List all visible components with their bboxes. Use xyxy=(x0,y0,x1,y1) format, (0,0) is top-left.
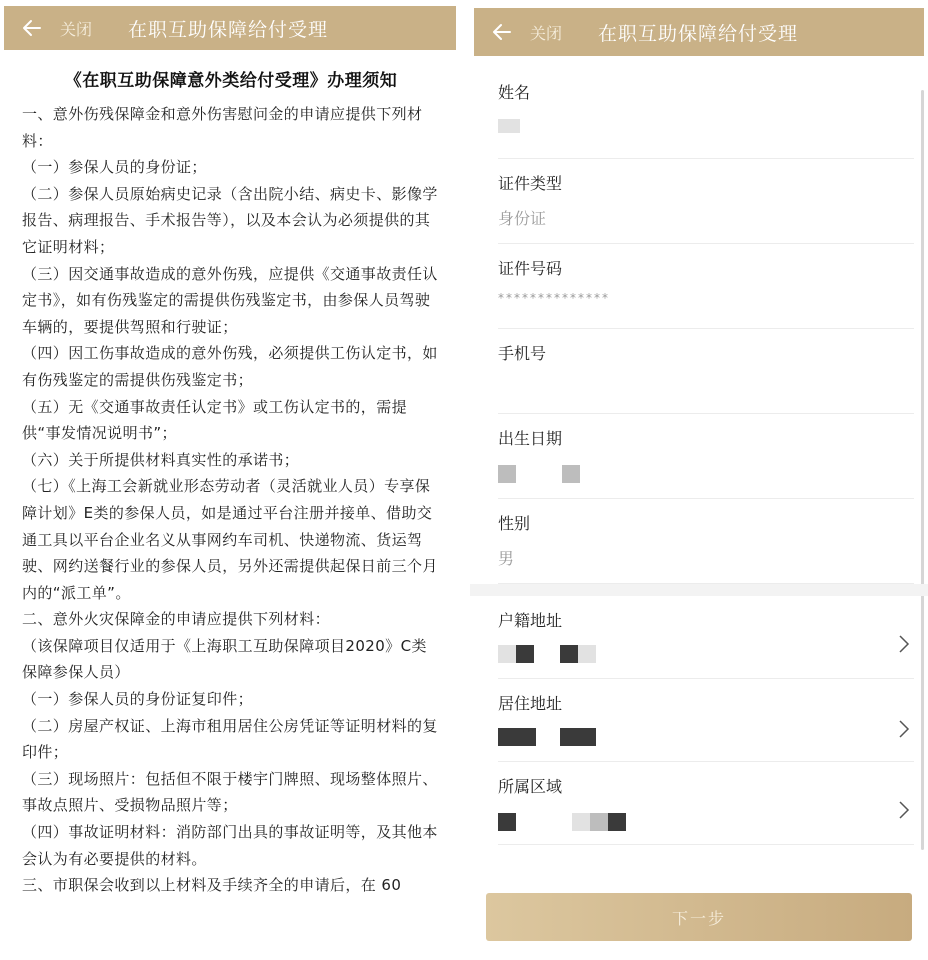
id-type-value: 身份证 xyxy=(498,209,547,228)
chevron-right-icon xyxy=(898,800,910,820)
id-number-value: ************** xyxy=(498,291,610,305)
phone-field[interactable] xyxy=(498,329,914,414)
doc-paragraph: （一）参保人员的身份证复印件； xyxy=(22,690,254,709)
household-address-label: 户籍地址 xyxy=(498,611,563,630)
doc-paragraph: 一、意外伤残保障金和意外伤害慰问金的申请应提供下列材料： xyxy=(22,105,423,150)
notice-document xyxy=(22,66,440,899)
id-number-field[interactable] xyxy=(498,244,914,329)
id-number-label: 证件号码 xyxy=(498,259,563,278)
affiliation-label: 所属区域 xyxy=(498,777,563,796)
gender-field[interactable] xyxy=(498,499,914,584)
id-type-label: 证件类型 xyxy=(498,174,563,193)
doc-paragraph: （二）房屋产权证、上海市租用居住公房凭证等证明材料的复印件； xyxy=(22,716,438,762)
chevron-right-icon xyxy=(898,719,910,739)
page-title: 在职互助保障给付受理 xyxy=(128,18,329,41)
affiliation-field[interactable] xyxy=(498,762,914,845)
name-label: 姓名 xyxy=(498,83,531,102)
household-address-field[interactable] xyxy=(498,596,914,679)
household-address-redacted xyxy=(498,643,914,663)
close-link[interactable]: 关闭 xyxy=(530,23,563,43)
arrow-left-icon[interactable] xyxy=(22,16,54,40)
doc-paragraph: （一）参保人员的身份证； xyxy=(22,158,207,177)
top-bar xyxy=(474,8,924,56)
affiliation-redacted xyxy=(498,811,914,831)
name-field[interactable] xyxy=(498,70,914,159)
doc-paragraph: （四）因工伤事故造成的意外伤残，必须提供工伤认定书，如有伤残鉴定的需提供伤残鉴定书； xyxy=(22,344,438,389)
name-value-redacted xyxy=(498,115,914,134)
gender-value: 男 xyxy=(498,549,515,568)
phone-label: 手机号 xyxy=(498,344,547,363)
top-bar xyxy=(4,6,456,50)
residence-address-redacted xyxy=(498,726,914,746)
birth-value-redacted xyxy=(498,463,914,483)
doc-paragraph: （五）无《交通事故责任认定书》或工伤认定书的，需提供“事发情况说明书”； xyxy=(22,397,408,443)
gender-label: 性别 xyxy=(498,514,531,533)
notice-panel xyxy=(0,0,462,960)
doc-paragraph: （四）事故证明材料：消防部门出具的事故证明等，及其他本会认为有必要提供的材料。 xyxy=(22,823,438,868)
doc-paragraph: （七）《上海工会新就业形态劳动者（灵活就业人员）专享保障计划》E类的参保人员，如是通过平台注册并接单、借助交通工具以平台企业名义从事网约车司机、快递物流、货运驾驶、网约送餐行业的参保人员，另外还需提供起保日前三个月内的“派工单”。 xyxy=(22,477,438,602)
doc-paragraph: （六）关于所提供材料真实性的承诺书； xyxy=(22,450,300,469)
doc-paragraph: （二）参保人员原始病史记录（含出院小结、病史卡、影像学报告、病理报告、手术报告等），以及本会认为必须提供的其它证明材料； xyxy=(22,184,438,256)
page-title: 在职互助保障给付受理 xyxy=(598,22,799,45)
close-link[interactable]: 关闭 xyxy=(60,19,93,39)
doc-paragraph: 二、意外火灾保障金的申请应提供下列材料： xyxy=(22,610,331,629)
form-panel xyxy=(470,0,928,960)
document-title: 《在职互助保障意外类给付受理》办理须知 xyxy=(64,71,398,91)
doc-paragraph: （三）现场照片：包括但不限于楼宇门牌照、现场整体照片、事故点照片、受损物品照片等； xyxy=(22,769,438,815)
residence-address-field[interactable] xyxy=(498,679,914,762)
doc-paragraph: （该保障项目仅适用于《上海职工互助保障项目2020》C类保障参保人员） xyxy=(22,636,427,682)
birth-field[interactable] xyxy=(498,414,914,499)
residence-address-label: 居住地址 xyxy=(498,694,563,713)
id-type-field[interactable] xyxy=(498,159,914,244)
divider xyxy=(462,0,470,960)
birth-label: 出生日期 xyxy=(498,429,563,448)
doc-paragraph: （三）因交通事故造成的意外伤残，应提供《交通事故责任认定书》，如有伤残鉴定的需提供伤残鉴定书，由参保人员驾驶车辆的，要提供驾照和行驶证； xyxy=(22,264,438,336)
next-step-button[interactable]: 下一步 xyxy=(486,893,912,941)
claim-form xyxy=(470,70,928,845)
doc-paragraph: 三、市职保会收到以上材料及手续齐全的申请后，在 60 xyxy=(22,876,402,895)
arrow-left-icon[interactable] xyxy=(492,20,524,44)
chevron-right-icon xyxy=(898,634,910,654)
section-divider xyxy=(470,584,928,596)
